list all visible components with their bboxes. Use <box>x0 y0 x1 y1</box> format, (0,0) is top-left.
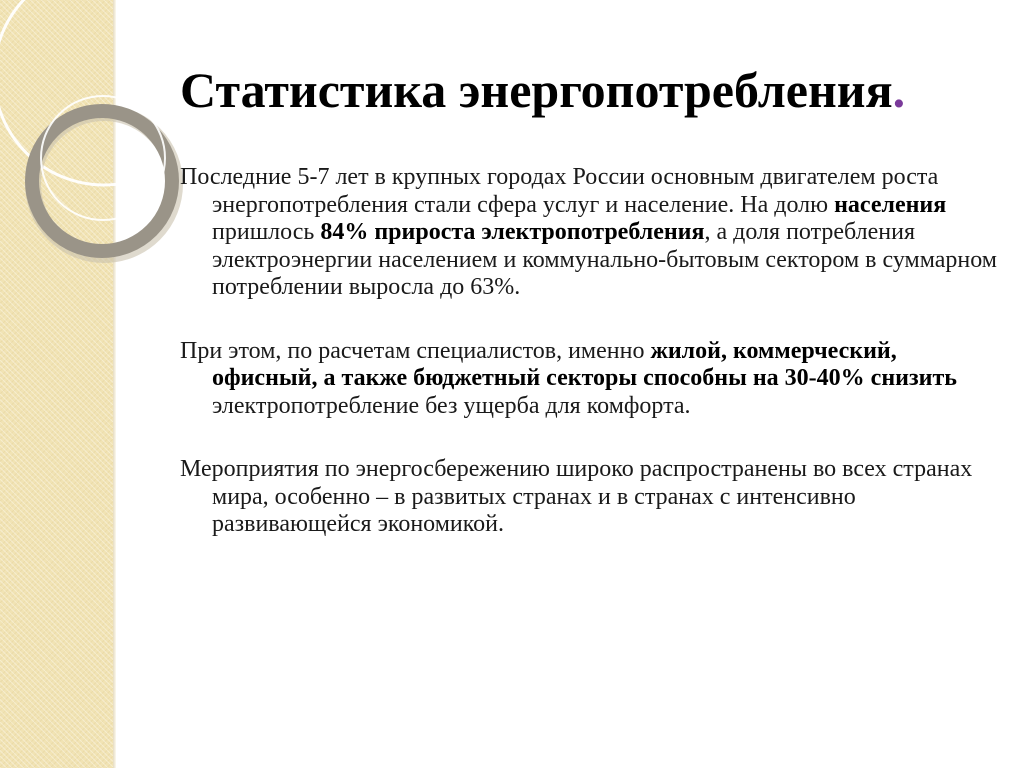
decorative-rings <box>0 0 200 300</box>
title-text: Статистика энергопотребления <box>180 62 893 118</box>
paragraph-1 <box>180 164 1000 302</box>
gray-ring <box>32 111 172 251</box>
paragraph-3 <box>180 456 1000 539</box>
paragraph-3-run: Мероприятия по энергосбережению широко распространены во всех странах мира, особенно – в развитых странах и в странах с интенсивно развивающейся экономикой. <box>180 456 973 537</box>
paragraph-1-bold-run: 84% прироста электропотребления <box>320 219 705 245</box>
paragraph-1-run: Последние 5-7 лет в крупных городах России основным двигателем роста энергопотребления стали сфера услуг и население. На долю <box>180 164 939 218</box>
paragraph-2-run: При этом, по расчетам специалистов, именно <box>180 337 651 364</box>
title-dot: . <box>892 62 906 118</box>
paragraph-1-run: , а доля потребления электроэнергии населением и коммунально-бытовым сектором в суммарном потреблении выросла до 63%. <box>212 219 997 300</box>
paragraph-2-run: электропотребление без ущерба для комфорта. <box>212 392 691 419</box>
paragraph-1-bold-run: населения <box>834 191 947 218</box>
body-content <box>180 164 1000 539</box>
paragraph-2 <box>180 338 1000 421</box>
paragraph-1-run: пришлось <box>212 219 321 245</box>
page-title <box>180 62 905 120</box>
paragraph-2-bold-run: жилой, коммерческий, офисный, а также бюджетный секторы способны на 30-40% снизить <box>212 337 957 391</box>
